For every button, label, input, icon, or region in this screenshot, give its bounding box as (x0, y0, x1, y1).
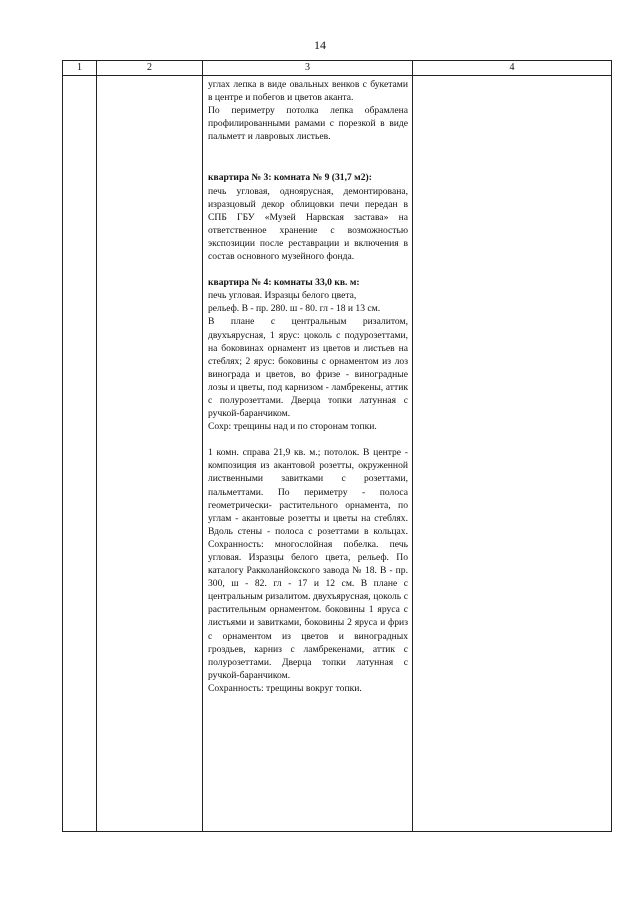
apartment-4-line-1: печь угловая. Изразцы белого цвета, (208, 290, 357, 302)
column-header-4: 4 (413, 61, 612, 76)
table-header-row (63, 61, 612, 76)
apartment-4-text: В плане с центральным ризалитом, двухъярусная, 1 ярус: цоколь с подурозеттами, на боковинах орнамент из цветов и листьев на стеблях; 2 ярус: боковины с орнаментом из лоз винограда и цветов, во фризе - виноградные лозы и цветы, под карнизом - ламбрекены, аттик с полурозеттами. Дверца топки латунная с ручкой-баранчиком. (208, 316, 408, 420)
paragraph-ceiling-perimeter: По периметру потолка лепка обрамлена профилированными рамами с порезкой в виде пальметт и лавровых листьев. (208, 105, 408, 143)
apartment-4-condition: Сохр: трещины над и по сторонам топки. (208, 421, 377, 433)
cell-col-1 (63, 76, 97, 832)
document-table (62, 60, 612, 832)
cell-col-2 (97, 76, 203, 832)
apartment-3-text: печь угловая, одноярусная, демонтирована, изразцовый декор облицовки печи передан в СПБ ГБУ «Музей Нарвская застава» на ответственное хранение с возможностью экспозиции после реставрации и включения в состав основного музейного фонда. (208, 185, 408, 263)
apartment-4-line-2: рельеф. В - пр. 280. ш - 80. гл - 18 и 13 см. (208, 303, 381, 315)
description-text (203, 76, 412, 695)
column-header-2: 2 (97, 61, 203, 76)
room-description: 1 комн. справа 21,9 кв. м.; потолок. В центре - композиция из акантовой розетты, окруженной лиственными завитками с розеттами, пальметтами. По периметру - полоса геометрически- растительного орнамента, по углам - акантовые розетты и цветы на стеблях. Вдоль стены - полоса с розеттами в кольцах. Сохранность: многослойная побелка. печь угловая. Изразцы белого цвета, рельеф. По каталогу Ракколанйокского завода № 18. В - пр. 300, ш - 82. гл - 17 и 12 см. В плане с центральным ризалитом. двухъярусная, цоколь с растительным орнаментом. боковины 1 яруса с листьями и завитками, боковины 2 яруса и фриз с орнаментом из цветов и виноградных гроздьев, карниз с ламбрекенами, аттик с полурозеттами. Дверца топки латунная с ручкой-баранчиком. (208, 447, 408, 681)
cell-col-4 (413, 76, 612, 832)
apartment-4-heading: квартира № 4: комнаты 33,0 кв. м: (208, 277, 360, 289)
apartment-3-heading: квартира № 3: комната № 9 (31,7 м2): (208, 172, 372, 184)
column-header-1: 1 (63, 61, 97, 76)
page-number: 14 (314, 38, 326, 52)
table-row (63, 76, 612, 832)
room-condition: Сохранность: трещины вокруг топки. (208, 682, 362, 694)
paragraph-ceiling-corners: углах лепка в виде овальных венков с букетами в центре и побегов и цветов аканта. (208, 79, 408, 104)
cell-col-3 (203, 76, 413, 832)
column-header-3: 3 (203, 61, 413, 76)
